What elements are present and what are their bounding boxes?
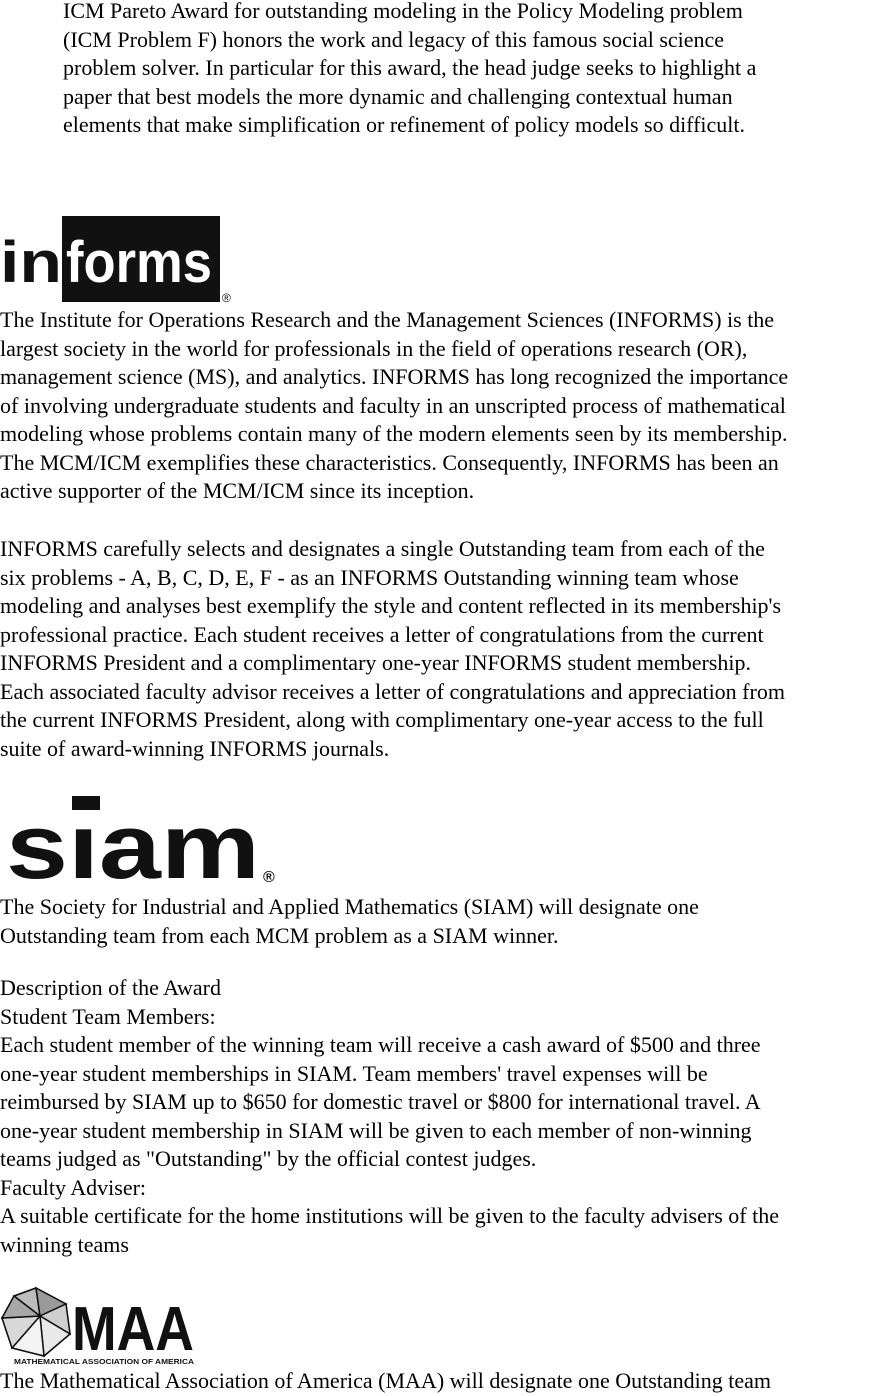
informs-logo-text-right: forms — [66, 230, 212, 295]
maa-logo — [0, 1286, 196, 1366]
siam-registered-mark: ® — [263, 869, 275, 886]
text-line: The Mathematical Association of America (MAA) will designate one Outstanding team — [0, 1368, 772, 1393]
text-line: A suitable certificate for the home institutions will be given to the faculty advisers of the — [0, 1203, 779, 1228]
text-line: Each associated faculty advisor receives a letter of congratulations and appreciation from — [0, 678, 785, 704]
section-heading: Description of the Award — [0, 975, 221, 1000]
siam-award-description — [0, 974, 894, 1259]
text-line: of involving undergraduate students and faculty in an unscripted process of mathematical — [0, 392, 786, 418]
text-line: Each student member of the winning team will receive a cash award of $500 and three — [0, 1032, 761, 1057]
text-line: modeling and analyses best exemplify the style and content reflected in its membership's — [0, 593, 782, 618]
siam-logo — [6, 796, 282, 886]
text-line: The Society for Industrial and Applied Mathematics (SIAM) will designate one — [0, 894, 699, 919]
text-line: INFORMS President and a complimentary one-year INFORMS student membership. — [0, 650, 751, 675]
siam-logo-text: sıam — [6, 796, 260, 886]
informs-award-paragraph — [0, 535, 894, 763]
text-line: elements that make simplification or refinement of policy models so difficult. — [63, 112, 746, 137]
icosahedron-icon — [2, 1288, 70, 1356]
maa-logo-subtitle: MATHEMATICAL ASSOCIATION OF AMERICA — [14, 1359, 195, 1366]
text-line: one-year student memberships in SIAM. Team members' travel expenses will be — [0, 1060, 708, 1086]
text-line: reimbursed by SIAM up to $650 for domestic travel or $800 for international travel. A — [0, 1089, 761, 1114]
text-line: The MCM/ICM exemplifies these characteristics. Consequently, INFORMS has been an — [0, 449, 779, 475]
text-line: largest society in the world for professionals in the field of operations research (OR), — [0, 335, 748, 361]
informs-description-paragraph — [0, 306, 894, 506]
text-line: ICM Pareto Award for outstanding modeling in the Policy Modeling problem — [63, 0, 743, 23]
informs-logo-text-left: in — [0, 230, 62, 295]
text-line: one-year student membership in SIAM will be given to each member of non-winning — [0, 1117, 752, 1143]
text-line: winning teams — [0, 1231, 129, 1257]
maa-intro-paragraph — [0, 1367, 894, 1396]
text-line: active supporter of the MCM/ICM since its inception. — [0, 478, 475, 503]
siam-intro-paragraph — [0, 893, 894, 950]
maa-logo-text: MAA — [72, 1295, 194, 1364]
text-line: (ICM Problem F) honors the work and legacy of this famous social science — [63, 26, 725, 52]
subheading: Faculty Adviser: — [0, 1174, 147, 1200]
text-line: Outstanding team from each MCM problem as a SIAM winner. — [0, 922, 559, 948]
text-line: suite of award-winning INFORMS journals. — [0, 735, 390, 761]
text-line: modeling whose problems contain many of the modern elements seen by its membership. — [0, 421, 788, 446]
text-line: teams judged as "Outstanding" by the official contest judges. — [0, 1146, 537, 1171]
text-line: the current INFORMS President, along with complimentary one-year access to the full — [0, 707, 764, 732]
subheading: Student Team Members: — [0, 1003, 216, 1029]
text-line: professional practice. Each student receives a letter of congratulations from the current — [0, 621, 764, 647]
text-line: problem solver. In particular for this award, the head judge seeks to highlight a — [63, 55, 757, 80]
text-line: The Institute for Operations Research and the Management Sciences (INFORMS) is the — [0, 307, 775, 332]
text-line: management science (MS), and analytics. INFORMS has long recognized the importance — [0, 364, 789, 389]
pareto-award-paragraph — [63, 0, 883, 140]
informs-logo — [0, 216, 236, 304]
text-line: six problems - A, B, C, D, E, F - as an INFORMS Outstanding winning team whose — [0, 564, 739, 590]
text-line: paper that best models the more dynamic and challenging contextual human — [63, 83, 733, 109]
informs-registered-mark: ® — [222, 291, 231, 304]
text-line: INFORMS carefully selects and designates a single Outstanding team from each of the — [0, 536, 765, 561]
